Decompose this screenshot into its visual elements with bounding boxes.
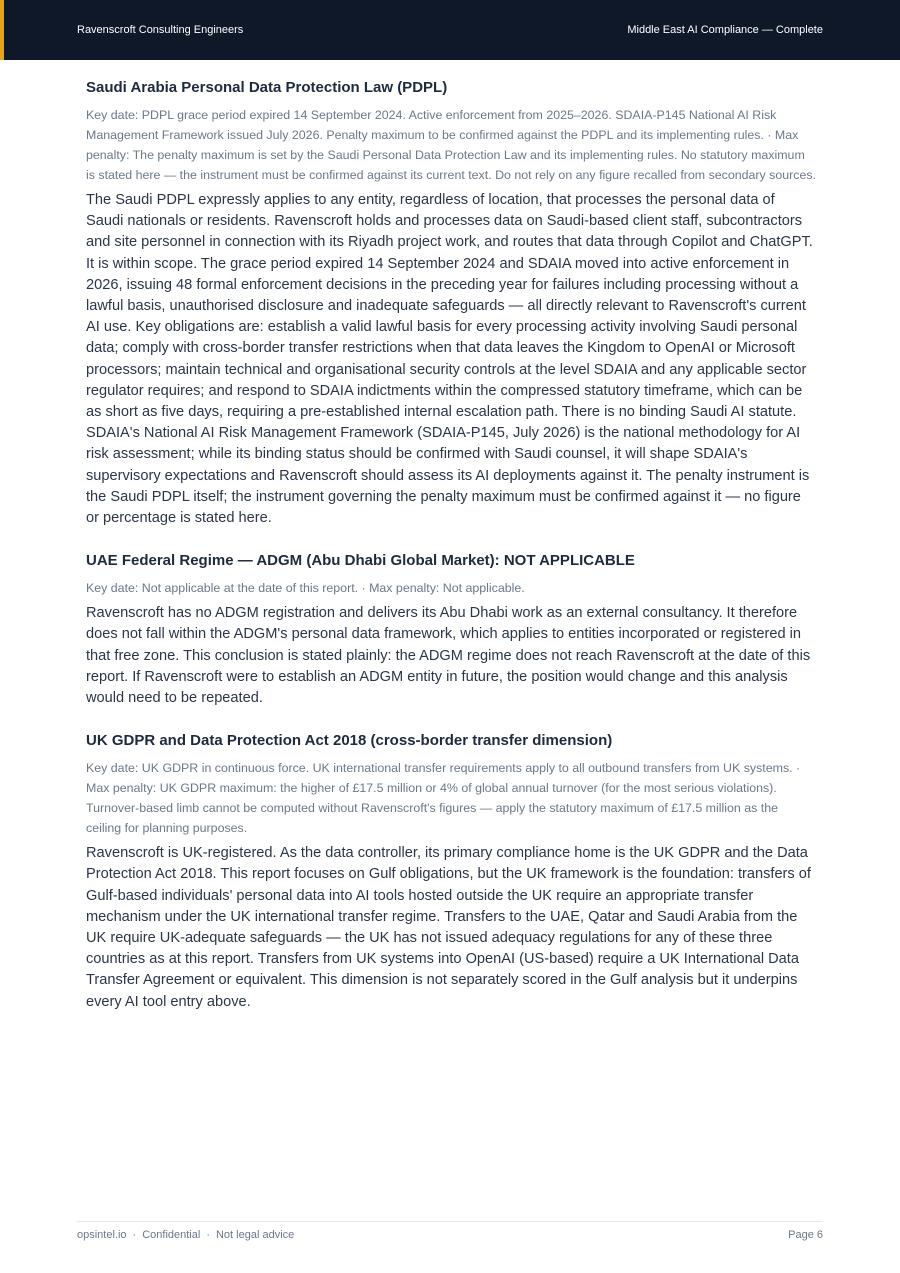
section-meta: Key date: PDPL grace period expired 14 September 2024. Active enforcement from 2025–2026. SDAIA-P145 National AI Risk Management Framework issued July 2026. Penalty maximum to be confirmed against the PDPL and its implementing rules. · Max penalty: The penalty maximum is set by the Saudi Personal Data Protection Law and its implementing rules. No statutory maximum is stated here — the instrument must be confirmed against its current text. Do not rely on any figure recalled from secondary sources. xyxy=(86,108,817,182)
section-title: UAE Federal Regime — ADGM (Abu Dhabi Global Market): NOT APPLICABLE xyxy=(86,552,635,570)
footer-disclaimer: Not legal advice xyxy=(215,1229,295,1241)
section-uk-gdpr xyxy=(86,731,816,1013)
footer-separator: · xyxy=(132,1229,137,1241)
section-uae-adgm xyxy=(86,551,816,709)
section-body: Ravenscroft has no ADGM registration and delivers its Abu Dhabi work as an external consultancy. It therefore does not fall within the ADGM's personal data framework, which applies to entities incorporated or registered in that free zone. This conclusion is stated plainly: the ADGM regime does not reach Ravenscroft at the date of this report. If Ravenscroft were to establish an ADGM entity in future, the position would change and this analysis would need to be repeated. xyxy=(86,605,811,707)
section-saudi-pdpl xyxy=(86,78,816,529)
section-title: Saudi Arabia Personal Data Protection Law (PDPL) xyxy=(86,79,448,96)
section-title: UK GDPR and Data Protection Act 2018 (cross-border transfer dimension) xyxy=(86,732,613,750)
footer-confidential: Confidential xyxy=(142,1229,201,1241)
report-title: Middle East AI Compliance — Complete xyxy=(627,24,823,36)
section-body: Ravenscroft is UK-registered. As the data controller, its primary compliance home is the UK GDPR and the Data Protection Act 2018. This report focuses on Gulf obligations, but the UK framework is the foundation: transfers of Gulf-based individuals' personal data into AI tools hosted outside the UK require an appropriate transfer mechanism under the UK international transfer regime. Transfers to the UAE, Qatar and Saudi Arabia from the UK require UK-adequate safeguards — the UK has not issued adequacy regulations for any of these three countries as at this report. Transfers from UK systems into OpenAI (US-based) require a UK International Data Transfer Agreement or equivalent. This dimension is not separately scored in the Gulf analysis but it underpins every AI tool entry above. xyxy=(86,845,811,1010)
footer-site: opsintel.io xyxy=(77,1229,127,1241)
footer-info xyxy=(77,1229,294,1241)
footer-divider xyxy=(77,1221,823,1222)
section-body: The Saudi PDPL expressly applies to any entity, regardless of location, that processes the personal data of Saudi nationals or residents. Ravenscroft holds and processes data on Saudi-based client staff, subcontractors and site personnel in connection with its Riyadh project work, and routes that data through Copilot and ChatGPT. It is within scope. The grace period expired 14 September 2024 and SDAIA moved into active enforcement in 2026, issuing 48 formal enforcement decisions in the preceding year for failures including processing without a lawful basis, unauthorised disclosure and inadequate safeguards — all directly relevant to Ravenscroft's current AI use. Key obligations are: establish a valid lawful basis for every processing activity involving Saudi personal data; comply with cross-border transfer restrictions when that data leaves the Kingdom to OpenAI or Microsoft processors; maintain technical and organisational security controls at the level SDAIA and any applicable sector regulator requires; and respond to SDAIA indictments within the compressed statutory timeframe, which can be as short as five days, requiring a pre-established internal escalation path. There is no binding Saudi AI statute. SDAIA's National AI Risk Management Framework (SDAIA-P145, July 2026) is the national methodology for AI risk assessment; while its binding status should be confirmed with Saudi counsel, it will shape SDAIA's supervisory expectations and Ravenscroft should assess its AI deployments against it. The penalty instrument is the Saudi PDPL itself; the instrument governing the penalty maximum must be confirmed against it — no figure or percentage is stated here. xyxy=(86,192,813,527)
section-meta: Key date: Not applicable at the date of this report. · Max penalty: Not applicable. xyxy=(86,581,525,596)
footer-separator: · xyxy=(206,1229,210,1241)
page-content xyxy=(86,78,816,1035)
page-number: Page 6 xyxy=(788,1229,823,1241)
company-name: Ravenscroft Consulting Engineers xyxy=(77,24,244,36)
section-meta: Key date: UK GDPR in continuous force. UK international transfer requirements apply to all outbound transfers from UK systems. · Max penalty: UK GDPR maximum: the higher of £17.5 million or 4% of global annual turnover (for the most serious violations). Turnover-based limb cannot be computed without Ravenscroft's figures — apply the statutory maximum of £17.5 million as the ceiling for planning purposes. xyxy=(86,761,801,836)
page-header xyxy=(0,0,900,60)
